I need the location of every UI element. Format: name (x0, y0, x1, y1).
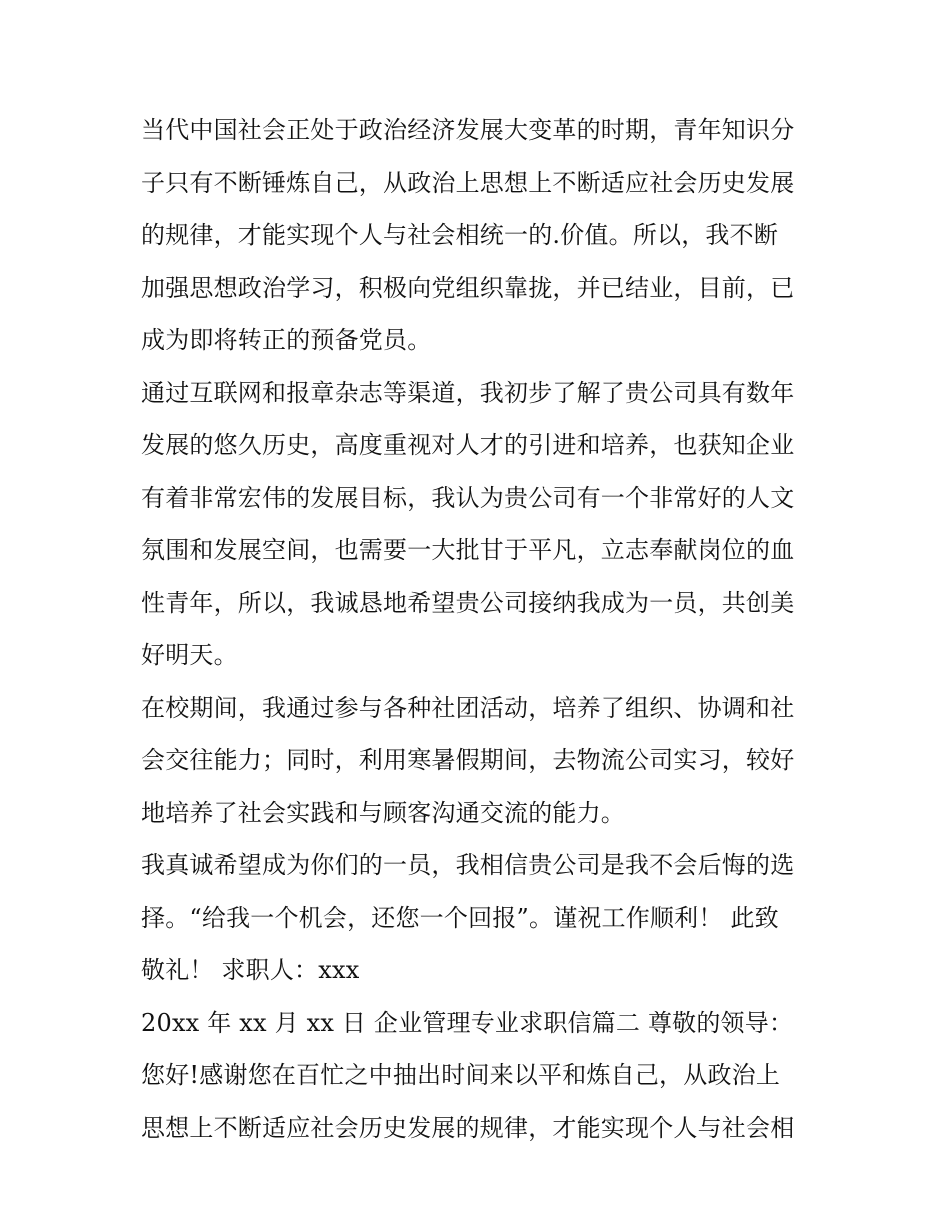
text-line: 子只有不断锤炼自己，从政治上思想上不断适应社会历史发展 (141, 168, 795, 197)
text-line: 的规律，才能实现个人与社会相统一的.价值。所以，我不断 (141, 221, 779, 249)
text-line: 有着非常宏伟的发展目标，我认为贵公司有一个非常好的人文 (141, 483, 795, 512)
text-line: 发展的悠久历史，高度重视对人才的引进和培养，也获知企业 (141, 431, 795, 459)
text-line: 敬礼！ 求职人：xxx (141, 956, 360, 984)
text-line: 通过互联网和报章杂志等渠道，我初步了解了贵公司具有数年 (141, 378, 795, 407)
text-line: 地培养了社会实践和与顾客沟通交流的能力。 (141, 798, 625, 827)
text-line: 您好!感谢您在百忙之中抽出时间来以平和炼自己，从政治上 (141, 1061, 781, 1089)
text-line: 性青年，所以，我诚恳地希望贵公司接纳我成为一员，共创美 (141, 588, 795, 617)
text-line: 我真诚希望成为你们的一员，我相信贵公司是我不会后悔的选 (141, 851, 795, 879)
document-body (141, 104, 821, 1154)
text-line: 氛围和发展空间，也需要一大批甘于平凡，立志奉献岗位的血 (141, 536, 795, 564)
text-line: 成为即将转正的预备党员。 (141, 326, 432, 354)
text-line: 好明天。 (141, 641, 238, 669)
text-line: 会交往能力；同时，利用寒暑假期间，去物流公司实习，较好 (141, 746, 795, 774)
text-line: 20xx 年 xx 月 xx 日 企业管理专业求职信篇二 尊敬的领导： (141, 1008, 794, 1037)
text-line: 当代中国社会正处于政治经济发展大变革的时期，青年知识分 (141, 116, 795, 144)
text-line: 思想上不断适应社会历史发展的规律，才能实现个人与社会相 (141, 1113, 795, 1142)
text-line: 择。“给我一个机会，还您一个回报”。谨祝工作顺利！ 此致 (141, 903, 779, 932)
text-line: 在校期间，我通过参与各种社团活动，培养了组织、协调和社 (141, 693, 795, 722)
text-line: 加强思想政治学习，积极向党组织靠拢，并已结业，目前，已 (141, 273, 795, 302)
